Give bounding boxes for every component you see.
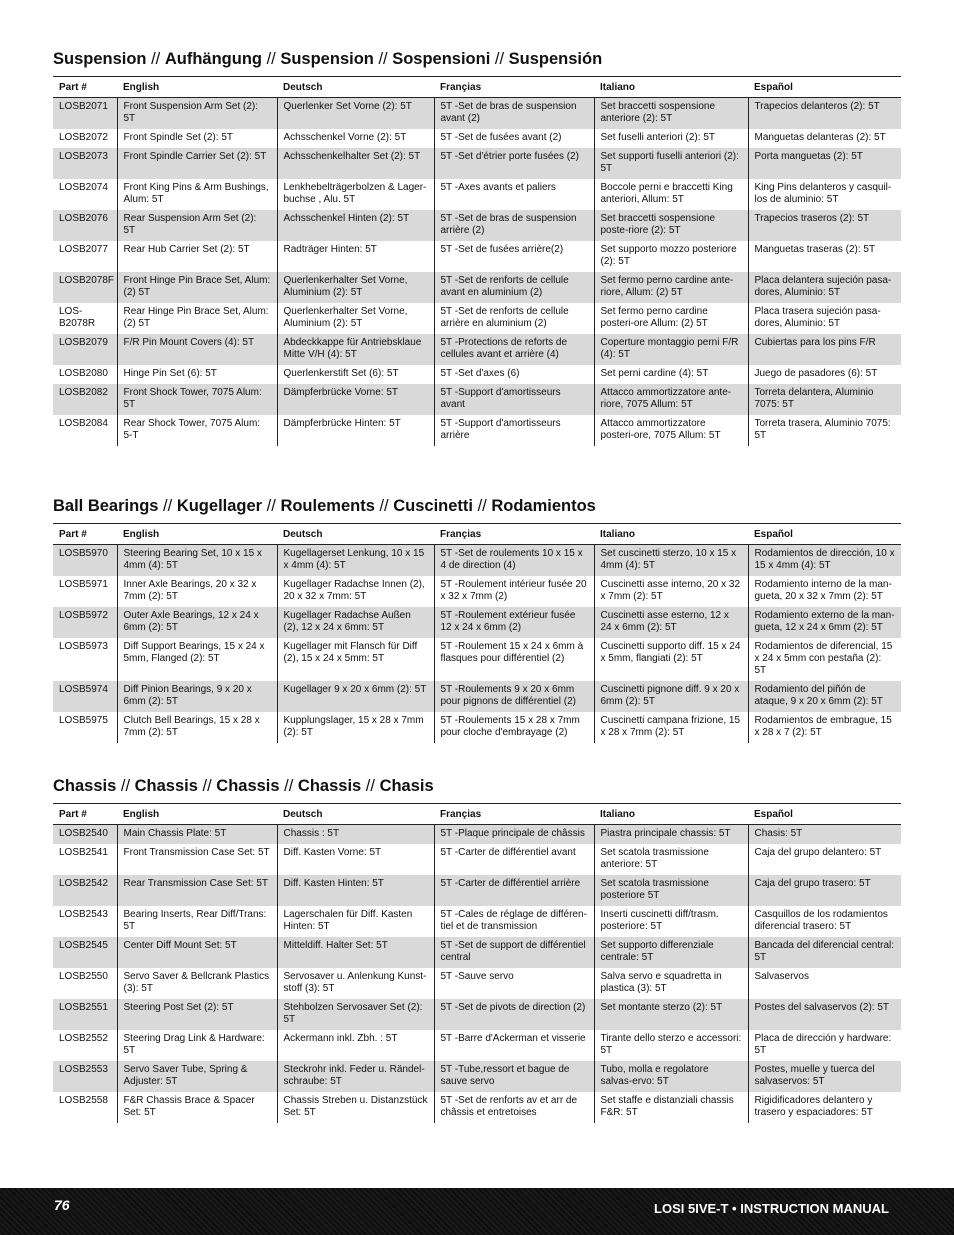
table-cell: Steering Drag Link & Hardware: 5T xyxy=(117,1030,277,1061)
table-cell: Bancada del diferencial central: 5T xyxy=(748,937,901,968)
table-cell: Set scatola trasmissione posteriore 5T xyxy=(594,875,748,906)
table-cell: Tirante dello sterzo e accessori: 5T xyxy=(594,1030,748,1061)
table-cell: 5T -Protections de reforts de cellules avant et arrière (4) xyxy=(434,334,594,365)
table-cell: 5T -Set de fusées avant (2) xyxy=(434,129,594,148)
table-cell: Cubiertas para los pins F/R xyxy=(748,334,901,365)
table-cell: Querlenkerhalter Set Vorne, Aluminium (2): 5T xyxy=(277,303,434,334)
part-number-cell: LOSB2543 xyxy=(59,909,108,920)
table-cell: Trapecios delanteros (2): 5T xyxy=(748,98,901,130)
table-cell: Diff. Kasten Vorne: 5T xyxy=(277,844,434,875)
table-cell: Set supporto differenziale centrale: 5T xyxy=(594,937,748,968)
parts-table xyxy=(53,76,901,446)
part-number-cell: LOSB2551 xyxy=(53,999,117,1030)
column-header: Español xyxy=(748,77,901,98)
table-cell: Kugellager Radachse Innen (2), 20 x 32 x 7mm: 5T xyxy=(277,576,434,607)
table-row xyxy=(53,303,901,334)
table-cell: Rear Suspension Arm Set (2): 5T xyxy=(117,210,277,241)
table-cell: Postes del salvaservos (2): 5T xyxy=(748,999,901,1030)
table-row xyxy=(53,179,901,210)
table-cell: Querlenkerhalter Set Vorne, Aluminium (2): 5T xyxy=(277,272,434,303)
page-number: 76 xyxy=(54,1197,70,1213)
table-cell: Set fermo perno cardine ante-riore, Allum: (2) 5T xyxy=(594,272,748,303)
part-number-cell: LOSB2078F xyxy=(53,272,117,303)
table-cell: Front Hinge Pin Brace Set, Alum: (2) 5T xyxy=(117,272,277,303)
table-cell: Casquillos de los rodamientos diferencial trasero: 5T xyxy=(748,906,901,937)
section-title-part: Rodamientos xyxy=(491,497,596,515)
table-cell: Mitteldiff. Halter Set: 5T xyxy=(277,937,434,968)
part-number-cell: LOSB5973 xyxy=(59,641,108,652)
part-number-cell: LOSB2080 xyxy=(59,368,108,379)
table-row xyxy=(53,1061,901,1092)
table-cell: Rodamientos de dirección, 10 x 15 x 4mm (4): 5T xyxy=(748,545,901,577)
section-title-part: Chassis xyxy=(134,777,198,795)
table-cell: Torreta delantera, Aluminio 7075: 5T xyxy=(748,384,901,415)
column-header: Italiano xyxy=(594,524,748,545)
part-number-cell: LOSB2545 xyxy=(53,937,117,968)
table-cell: 5T -Cales de réglage de différen-tiel et de transmission xyxy=(434,906,594,937)
part-number-cell: LOSB5971 xyxy=(59,579,108,590)
table-cell: Trapecios traseros (2): 5T xyxy=(748,210,901,241)
footer-bar xyxy=(0,1188,954,1235)
table-cell: Dämpferbrücke Hinten: 5T xyxy=(277,415,434,446)
table-cell: Front Shock Tower, 7075 Alum: 5T xyxy=(117,384,277,415)
table-cell: Set staffe e distanziali chassis F&R: 5T xyxy=(594,1092,748,1123)
section-title-part: Suspension xyxy=(280,50,374,68)
table-cell: 5T -Support d'amortisseurs avant xyxy=(434,384,594,415)
table-cell: Rodamiento del piñón de ataque, 9 x 20 x 6mm (2): 5T xyxy=(748,681,901,712)
table-cell: 5T -Set de bras de suspension avant (2) xyxy=(434,98,594,130)
table-row xyxy=(53,875,901,906)
parts-table xyxy=(53,523,901,743)
section-title-part: Ball Bearings xyxy=(53,497,159,515)
table-cell: Diff. Kasten Hinten: 5T xyxy=(277,875,434,906)
table-cell: Inner Axle Bearings, 20 x 32 x 7mm (2): 5T xyxy=(117,576,277,607)
part-number-cell: LOSB2552 xyxy=(59,1033,108,1044)
table-cell: Rear Hinge Pin Brace Set, Alum: (2) 5T xyxy=(117,303,277,334)
table-cell: 5T -Roulement intérieur fusée 20 x 32 x 7mm (2) xyxy=(434,576,594,607)
table-cell: Set supporto mozzo posteriore (2): 5T xyxy=(594,241,748,272)
table-cell: Achsschenkel Vorne (2): 5T xyxy=(277,129,434,148)
part-number-cell: LOSB2558 xyxy=(59,1095,108,1106)
table-cell: Rigidificadores delantero y trasero y espaciadores: 5T xyxy=(748,1092,901,1123)
table-cell: 5T -Axes avants et paliers xyxy=(434,179,594,210)
column-header: Español xyxy=(748,524,901,545)
column-header: English xyxy=(117,804,277,825)
table-row xyxy=(53,638,901,681)
table-cell: Set scatola trasmissione anteriore: 5T xyxy=(594,844,748,875)
table-cell: Steering Bearing Set, 10 x 15 x 4mm (4): 5T xyxy=(117,545,277,577)
table-cell: Chassis Streben u. Distanzstück Set: 5T xyxy=(277,1092,434,1123)
part-number-cell: LOSB2084 xyxy=(59,418,108,429)
table-cell: Chasis: 5T xyxy=(748,825,901,845)
section-title-part: Kugellager xyxy=(176,497,263,515)
table-cell: 5T -Plaque principale de châssis xyxy=(434,825,594,845)
table-cell: Cuscinetti pignone diff. 9 x 20 x 6mm (2): 5T xyxy=(594,681,748,712)
table-cell: 5T -Set de support de différentiel central xyxy=(434,937,594,968)
table-cell: 5T -Set de roulements 10 x 15 x 4 de direction (4) xyxy=(434,545,594,577)
table-cell: Set cuscinetti sterzo, 10 x 15 x 4mm (4): 5T xyxy=(594,545,748,577)
section-title: Ball Bearings // Kugellager // Roulements // Cuscinetti // Rodamientos xyxy=(53,497,596,515)
column-header: Françias xyxy=(434,77,594,98)
table-cell: Radträger Hinten: 5T xyxy=(277,241,434,272)
table-cell: 5T -Set de renforts de cellule avant en aluminium (2) xyxy=(434,272,594,303)
table-cell: Placa trasera sujeción pasa-dores, Aluminio: 5T xyxy=(748,303,901,334)
table-cell: Tubo, molla e regolatore salvas-ervo: 5T xyxy=(594,1061,748,1092)
table-cell: Kugellager mit Flansch für Diff (2), 15 x 24 x 5mm: 5T xyxy=(277,638,434,681)
table-header-row xyxy=(53,77,901,98)
part-number-cell: LOSB2073 xyxy=(53,148,117,179)
column-header: Español xyxy=(748,804,901,825)
table-cell: 5T -Barre d'Ackerman et visserie xyxy=(434,1030,594,1061)
table-row xyxy=(53,937,901,968)
section-title: Suspension // Aufhängung // Suspension // Sospensioni // Suspensión xyxy=(53,50,603,68)
table-cell: Postes, muelle y tuerca del salvaservos: 5T xyxy=(748,1061,901,1092)
column-header: Deutsch xyxy=(277,524,434,545)
section-title-part: Aufhängung xyxy=(164,50,262,68)
part-number-cell: LOSB5972 xyxy=(53,607,117,638)
table-header-row xyxy=(53,524,901,545)
table-row xyxy=(53,681,901,712)
section-title: Chassis // Chassis // Chassis // Chassis // Chasis xyxy=(53,777,434,795)
ball-bearings-section xyxy=(53,495,901,743)
table-cell: Coperture montaggio perni F/R (4): 5T xyxy=(594,334,748,365)
table-cell: Boccole perni e braccetti King anteriori, Allum: 5T xyxy=(594,179,748,210)
table-row xyxy=(53,272,901,303)
table-cell: Attacco ammortizzatore ante-riore, 7075 Allum: 5T xyxy=(594,384,748,415)
table-cell: Manguetas traseras (2): 5T xyxy=(748,241,901,272)
table-row xyxy=(53,545,901,577)
table-row xyxy=(53,241,901,272)
section-title-part: Suspension xyxy=(53,50,147,68)
table-row xyxy=(53,129,901,148)
column-header: Part # xyxy=(53,524,117,545)
table-row xyxy=(53,365,901,384)
section-title-part: Chasis xyxy=(379,777,434,795)
table-cell: F/R Pin Mount Covers (4): 5T xyxy=(117,334,277,365)
table-cell: Front Spindle Set (2): 5T xyxy=(117,129,277,148)
part-number-cell: LOSB5970 xyxy=(53,545,117,577)
table-cell: Querlenkerstift Set (6): 5T xyxy=(277,365,434,384)
table-cell: 5T -Carter de différentiel avant xyxy=(434,844,594,875)
table-cell: Salva servo e squadretta in plastica (3): 5T xyxy=(594,968,748,999)
column-header: Deutsch xyxy=(277,804,434,825)
table-cell: Servo Saver Tube, Spring & Adjuster: 5T xyxy=(117,1061,277,1092)
table-cell: Rodamientos de diferencial, 15 x 24 x 5mm con pestaña (2): 5T xyxy=(748,638,901,681)
table-row xyxy=(53,1092,901,1123)
part-number-cell: LOSB2074 xyxy=(59,182,108,193)
column-header: Italiano xyxy=(594,804,748,825)
table-cell: King Pins delanteros y casquil-los de aluminio: 5T xyxy=(748,179,901,210)
table-cell: Set braccetti sospensione anteriore (2): 5T xyxy=(594,98,748,130)
table-cell: Cuscinetti campana frizione, 15 x 28 x 7mm (2): 5T xyxy=(594,712,748,743)
table-cell: Set perni cardine (4): 5T xyxy=(594,365,748,384)
table-row xyxy=(53,1030,901,1061)
table-cell: Steering Post Set (2): 5T xyxy=(117,999,277,1030)
part-number-cell: LOSB2082 xyxy=(53,384,117,415)
part-number-cell: LOSB2079 xyxy=(53,334,117,365)
section-title-part: Cuscinetti xyxy=(393,497,473,515)
table-cell: 5T -Set de fusées arrière(2) xyxy=(434,241,594,272)
table-cell: Cuscinetti asse esterno, 12 x 24 x 6mm (2): 5T xyxy=(594,607,748,638)
table-cell: Salvaservos xyxy=(748,968,901,999)
table-cell: Main Chassis Plate: 5T xyxy=(117,825,277,845)
part-number-cell: LOSB5974 xyxy=(53,681,117,712)
table-cell: Set braccetti sospensione poste-riore (2): 5T xyxy=(594,210,748,241)
parts-table xyxy=(53,803,901,1123)
part-number-cell: LOSB2071 xyxy=(53,98,117,130)
table-cell: F&R Chassis Brace & Spacer Set: 5T xyxy=(117,1092,277,1123)
table-cell: Cuscinetti asse interno, 20 x 32 x 7mm (2): 5T xyxy=(594,576,748,607)
table-cell: Servo Saver & Bellcrank Plastics (3): 5T xyxy=(117,968,277,999)
table-cell: 5T -Set d'axes (6) xyxy=(434,365,594,384)
table-cell: Set fermo perno cardine posteri-ore Allum: (2) 5T xyxy=(594,303,748,334)
table-cell: 5T -Set de renforts de cellule arrière en aluminium (2) xyxy=(434,303,594,334)
table-cell: Set montante sterzo (2): 5T xyxy=(594,999,748,1030)
section-title-part: Sospensioni xyxy=(392,50,491,68)
table-row xyxy=(53,384,901,415)
suspension-section xyxy=(53,48,901,446)
table-cell: Set fuselli anteriori (2): 5T xyxy=(594,129,748,148)
table-cell: Stehbolzen Servosaver Set (2): 5T xyxy=(277,999,434,1030)
table-cell: Diff Pinion Bearings, 9 x 20 x 6mm (2): 5T xyxy=(117,681,277,712)
section-title-part: Chassis xyxy=(216,777,280,795)
column-header: Italiano xyxy=(594,77,748,98)
part-number-cell: LOSB2541 xyxy=(59,847,108,858)
table-cell: Achsschenkelhalter Set (2): 5T xyxy=(277,148,434,179)
table-cell: Achsschenkel Hinten (2): 5T xyxy=(277,210,434,241)
table-cell: Rodamiento externo de la man-gueta, 12 x 24 x 6mm (2): 5T xyxy=(748,607,901,638)
table-row xyxy=(53,968,901,999)
table-row xyxy=(53,712,901,743)
part-number-cell: LOSB2542 xyxy=(53,875,117,906)
table-cell: Lenkhebelträgerbolzen & Lager-buchse , Alu. 5T xyxy=(277,179,434,210)
section-title-part: Suspensión xyxy=(508,50,603,68)
table-cell: Clutch Bell Bearings, 15 x 28 x 7mm (2): 5T xyxy=(117,712,277,743)
table-cell: Juego de pasadores (6): 5T xyxy=(748,365,901,384)
table-row xyxy=(53,825,901,845)
table-cell: 5T -Set de bras de suspension arrière (2) xyxy=(434,210,594,241)
table-cell: Bearing Inserts, Rear Diff/Trans: 5T xyxy=(117,906,277,937)
table-row xyxy=(53,999,901,1030)
table-cell: 5T -Set de pivots de direction (2) xyxy=(434,999,594,1030)
part-number-cell: LOSB2550 xyxy=(59,971,108,982)
table-row xyxy=(53,415,901,446)
section-title-part: Chassis xyxy=(297,777,362,795)
table-cell: Cuscinetti supporto diff. 15 x 24 x 5mm, flangiati (2): 5T xyxy=(594,638,748,681)
table-cell: 5T -Roulements 9 x 20 x 6mm pour pignons de différentiel (2) xyxy=(434,681,594,712)
table-cell: 5T -Roulement 15 x 24 x 6mm à flasques pour différentiel (2) xyxy=(434,638,594,681)
table-cell: Diff Support Bearings, 15 x 24 x 5mm, Flanged (2): 5T xyxy=(117,638,277,681)
table-cell: Placa de dirección y hardware: 5T xyxy=(748,1030,901,1061)
part-number-cell: LOSB2077 xyxy=(59,244,108,255)
table-cell: 5T -Carter de différentiel arrière xyxy=(434,875,594,906)
table-cell: 5T -Roulement extérieur fusée 12 x 24 x 6mm (2) xyxy=(434,607,594,638)
table-cell: Manguetas delanteras (2): 5T xyxy=(748,129,901,148)
table-row xyxy=(53,210,901,241)
column-header: Part # xyxy=(53,804,117,825)
table-cell: Attacco ammortizzatore posteri-ore, 7075 Allum: 5T xyxy=(594,415,748,446)
table-cell: Servosaver u. Anlenkung Kunst-stoff (3): 5T xyxy=(277,968,434,999)
part-number-cell: LOSB2553 xyxy=(53,1061,117,1092)
table-row xyxy=(53,607,901,638)
table-cell: Rodamientos de embrague, 15 x 28 x 7 (2): 5T xyxy=(748,712,901,743)
part-number-cell: LOSB2072 xyxy=(59,132,108,143)
table-cell: Querlenker Set Vorne (2): 5T xyxy=(277,98,434,130)
table-cell: Center Diff Mount Set: 5T xyxy=(117,937,277,968)
table-cell: Kugellager Radachse Außen (2), 12 x 24 x 6mm: 5T xyxy=(277,607,434,638)
table-cell: Chassis : 5T xyxy=(277,825,434,845)
section-title-part: Roulements xyxy=(280,497,375,515)
table-row xyxy=(53,148,901,179)
table-cell: 5T -Set de renforts av et arr de châssis et entretoises xyxy=(434,1092,594,1123)
column-header: Françias xyxy=(434,804,594,825)
table-row xyxy=(53,576,901,607)
table-cell: Rear Hub Carrier Set (2): 5T xyxy=(117,241,277,272)
table-cell: Kupplungslager, 15 x 28 x 7mm (2): 5T xyxy=(277,712,434,743)
table-cell: Lagerschalen für Diff. Kasten Hinten: 5T xyxy=(277,906,434,937)
table-cell: 5T -Tube,ressort et bague de sauve servo xyxy=(434,1061,594,1092)
table-cell: 5T -Roulements 15 x 28 x 7mm pour cloche d'embrayage (2) xyxy=(434,712,594,743)
table-cell: Placa delantera sujeción pasa-dores, Aluminio: 5T xyxy=(748,272,901,303)
table-cell: Kugellagerset Lenkung, 10 x 15 x 4mm (4): 5T xyxy=(277,545,434,577)
column-header: Françias xyxy=(434,524,594,545)
table-cell: 5T -Set d'étrier porte fusées (2) xyxy=(434,148,594,179)
table-cell: Porta manguetas (2): 5T xyxy=(748,148,901,179)
table-cell: Steckrohr inkl. Feder u. Rändel-schraube: 5T xyxy=(277,1061,434,1092)
table-cell: Front Spindle Carrier Set (2): 5T xyxy=(117,148,277,179)
table-cell: Dämpferbrücke Vorne: 5T xyxy=(277,384,434,415)
table-cell: Front Transmission Case Set: 5T xyxy=(117,844,277,875)
part-number-cell: LOSB5975 xyxy=(59,715,108,726)
table-cell: Rear Transmission Case Set: 5T xyxy=(117,875,277,906)
column-header: Deutsch xyxy=(277,77,434,98)
table-cell: Front King Pins & Arm Bushings, Alum: 5T xyxy=(117,179,277,210)
table-cell: 5T -Support d'amortisseurs arrière xyxy=(434,415,594,446)
table-cell: Ackermann inkl. Zbh. : 5T xyxy=(277,1030,434,1061)
table-row xyxy=(53,844,901,875)
table-row xyxy=(53,334,901,365)
column-header: English xyxy=(117,524,277,545)
chassis-section xyxy=(53,775,901,1123)
table-cell: Hinge Pin Set (6): 5T xyxy=(117,365,277,384)
table-cell: Torreta trasera, Aluminio 7075: 5T xyxy=(748,415,901,446)
manual-title: LOSI 5IVE-T • INSTRUCTION MANUAL xyxy=(654,1201,889,1216)
table-row xyxy=(53,906,901,937)
table-cell: Set supporti fuselli anteriori (2): 5T xyxy=(594,148,748,179)
table-cell: Rear Shock Tower, 7075 Alum: 5-T xyxy=(117,415,277,446)
table-cell: Piastra principale chassis: 5T xyxy=(594,825,748,845)
part-number-cell: LOSB2076 xyxy=(53,210,117,241)
table-cell: Caja del grupo delantero: 5T xyxy=(748,844,901,875)
table-cell: Rodamiento interno de la man-gueta, 20 x 32 x 7mm (2): 5T xyxy=(748,576,901,607)
section-title-part: Chassis xyxy=(53,777,117,795)
table-header-row xyxy=(53,804,901,825)
part-number-cell: LOSB2540 xyxy=(53,825,117,845)
part-number-cell: LOS-B2078R xyxy=(59,306,96,329)
table-cell: Abdeckkappe für Antriebsklaue Mitte V/H (4): 5T xyxy=(277,334,434,365)
table-cell: Outer Axle Bearings, 12 x 24 x 6mm (2): 5T xyxy=(117,607,277,638)
table-cell: Kugellager 9 x 20 x 6mm (2): 5T xyxy=(277,681,434,712)
table-row xyxy=(53,98,901,130)
table-cell: Front Suspension Arm Set (2): 5T xyxy=(117,98,277,130)
column-header: English xyxy=(117,77,277,98)
table-cell: Inserti cuscinetti diff/trasm. posteriore: 5T xyxy=(594,906,748,937)
column-header: Part # xyxy=(53,77,117,98)
table-cell: 5T -Sauve servo xyxy=(434,968,594,999)
table-cell: Caja del grupo trasero: 5T xyxy=(748,875,901,906)
